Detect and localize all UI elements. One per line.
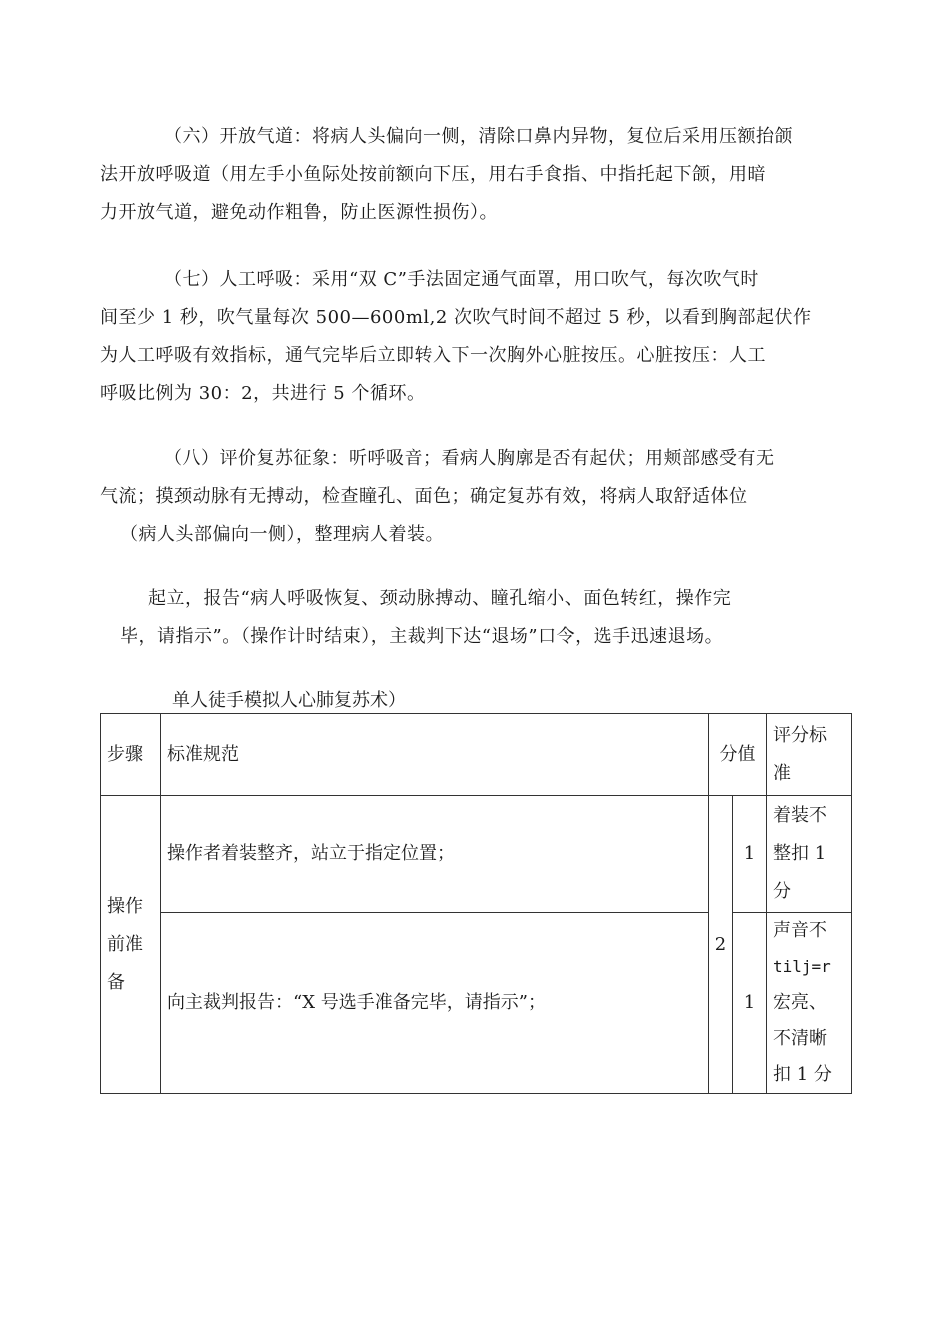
criteria-cell [767, 796, 852, 913]
criteria-line: 整扣 1 [773, 843, 827, 864]
paragraph-evaluate-recovery [100, 440, 860, 554]
header-criteria-line: 评分标 [773, 724, 827, 746]
paragraph-line: 毕，请指示”。（操作计时结束），主裁判下达“退场”口令，选手迅速退场。 [120, 626, 724, 647]
header-standard: 标准规范 [161, 714, 709, 796]
score-cell: 1 [733, 796, 767, 913]
step-cell [101, 796, 161, 1094]
table-header-row [101, 714, 852, 796]
paragraph-artificial-respiration [100, 261, 860, 413]
paragraph-open-airway [100, 118, 860, 232]
header-score: 分值 [709, 714, 767, 796]
table-caption: 单人徒手模拟人心肺复苏术） [172, 690, 406, 711]
paragraph-line: （八）评价复苏征象：听呼吸音；看病人胸廓是否有起伏；用颊部感受有无 [164, 448, 775, 469]
paragraph-line: （七）人工呼吸：采用“双 C”手法固定通气面罩，用口吹气，每次吹气时 [164, 269, 759, 290]
criteria-line: 宏亮、 [773, 992, 827, 1013]
criteria-line: 不清晰 [773, 1028, 827, 1049]
criteria-line: 扣 1 分 [773, 1064, 832, 1085]
step-line: 操作 [107, 895, 143, 917]
table-row [101, 796, 852, 913]
paragraph-line: 力开放气道，避免动作粗鲁，防止医源性损伤）。 [100, 202, 498, 223]
criteria-line: tilj=r [773, 957, 831, 976]
header-criteria [767, 714, 852, 796]
criteria-cell [767, 913, 852, 1094]
paragraph-line: 法开放呼吸道（用左手小鱼际处按前额向下压，用右手食指、中指托起下颌，用暗 [100, 164, 766, 185]
standard-cell: 向主裁判报告：“X 号选手准备完毕，请指示”； [161, 913, 709, 1094]
criteria-line: 分 [773, 881, 791, 902]
step-line: 备 [107, 971, 125, 993]
table-row [101, 913, 852, 1094]
paragraph-line: 为人工呼吸有效指标，通气完毕后立即转入下一次胸外心脏按压。心脏按压：人工 [100, 345, 766, 366]
paragraph-line: 间至少 1 秒，吹气量每次 500—600ml,2 次吹气时间不超过 5 秒，以看到胸部起伏作 [100, 307, 812, 328]
criteria-line: 着装不 [773, 805, 827, 826]
step-line: 前准 [107, 933, 143, 955]
total-score-cell: 2 [709, 796, 733, 1094]
paragraph-line: 呼吸比例为 30：2，共进行 5 个循环。 [100, 383, 426, 404]
paragraph-report [100, 580, 860, 656]
scoring-table [100, 713, 852, 1094]
paragraph-line: （六）开放气道：将病人头偏向一侧，清除口鼻内异物，复位后采用压额抬颌 [164, 126, 793, 147]
criteria-line: 声音不 [773, 920, 827, 941]
standard-cell: 操作者着装整齐，站立于指定位置； [161, 796, 709, 913]
header-step: 步骤 [101, 714, 161, 796]
paragraph-line: 气流；摸颈动脉有无搏动，检查瞳孔、面色；确定复苏有效，将病人取舒适体位 [100, 486, 748, 507]
score-cell: 1 [733, 913, 767, 1094]
paragraph-line: 起立，报告“病人呼吸恢复、颈动脉搏动、瞳孔缩小、面色转红，操作完 [148, 588, 732, 609]
paragraph-line: （病人头部偏向一侧），整理病人着装。 [120, 524, 444, 545]
header-criteria-line: 准 [773, 762, 791, 784]
